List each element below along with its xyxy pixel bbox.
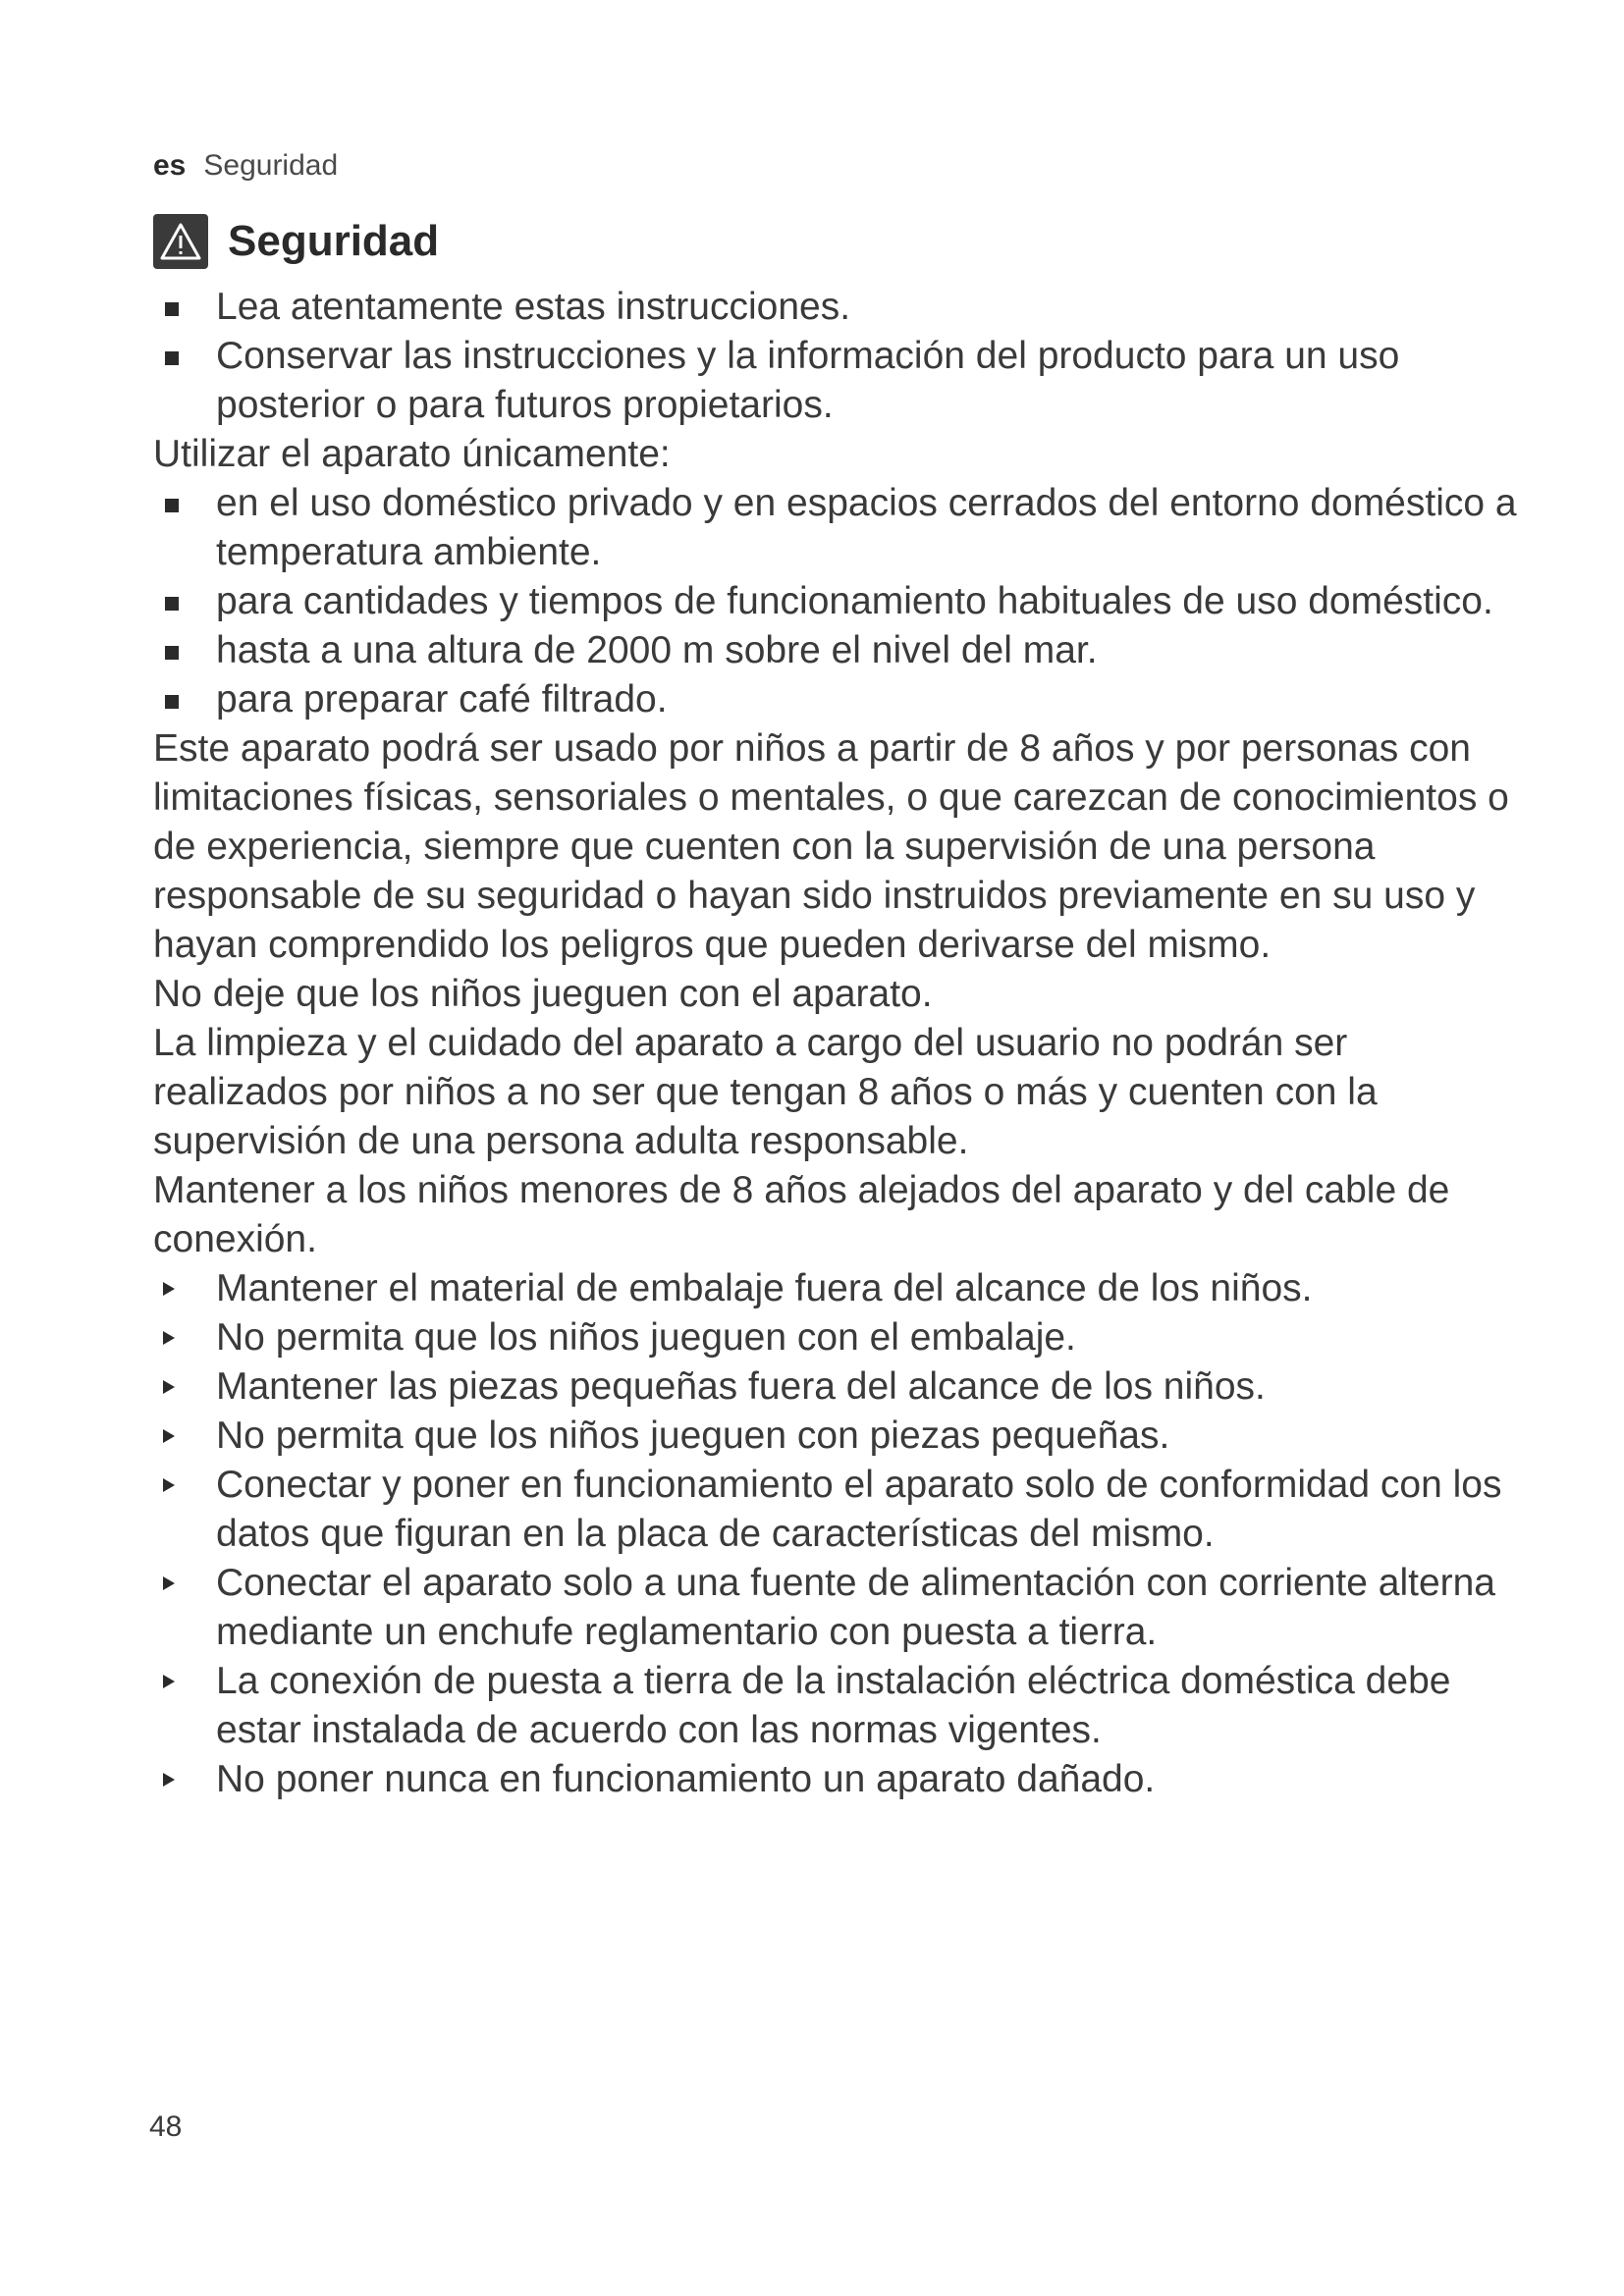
list-item: en el uso doméstico privado y en espacios cerrados del entorno doméstico a temperatura ambiente. xyxy=(153,479,1528,577)
action-item: Mantener el material de embalaje fuera del alcance de los niños. xyxy=(153,1264,1528,1313)
square-bullet-icon xyxy=(165,597,179,611)
safety-content xyxy=(153,283,1528,1804)
paragraph: Este aparato podrá ser usado por niños a partir de 8 años y por personas con limitaciones físicas, sensoriales o mentales, o que carezcan de conocimientos o de experiencia, siempre que cuenten con la supervisión de una persona responsable de su seguridad o hayan sido instruidos previamente en su uso y hayan comprendido los peligros que pueden derivarse del mismo. xyxy=(153,727,1509,966)
triangle-bullet-icon xyxy=(163,1773,175,1787)
triangle-bullet-icon xyxy=(163,1478,175,1492)
list-item: Conservar las instrucciones y la información del producto para un uso posterior o para futuros propietarios. xyxy=(153,332,1528,430)
action-item: Conectar el aparato solo a una fuente de alimentación con corriente alterna mediante un enchufe reglamentario con puesta a tierra. xyxy=(153,1559,1528,1657)
action-item: No permita que los niños jueguen con piezas pequeñas. xyxy=(153,1412,1528,1461)
section-title xyxy=(153,214,439,269)
square-bullet-icon xyxy=(165,646,179,660)
action-item: La conexión de puesta a tierra de la instalación eléctrica doméstica debe estar instalada de acuerdo con las normas vigentes. xyxy=(153,1657,1528,1755)
list-item: para cantidades y tiempos de funcionamiento habituales de uso doméstico. xyxy=(153,577,1528,626)
action-item: Mantener las piezas pequeñas fuera del alcance de los niños. xyxy=(153,1362,1528,1412)
square-bullet-icon xyxy=(165,302,179,316)
language-code: es xyxy=(153,149,187,182)
action-item: Conectar y poner en funcionamiento el aparato solo de conformidad con los datos que figuran en la placa de características del mismo. xyxy=(153,1461,1528,1559)
paragraph: No deje que los niños jueguen con el aparato. xyxy=(153,973,933,1015)
paragraph: Mantener a los niños menores de 8 años alejados del aparato y del cable de conexión. xyxy=(153,1169,1450,1260)
running-header-section: Seguridad xyxy=(203,149,339,182)
page-title: Seguridad xyxy=(228,217,440,265)
list-item: Lea atentamente estas instrucciones. xyxy=(153,283,1528,332)
triangle-bullet-icon xyxy=(163,1331,175,1345)
intro-text: Utilizar el aparato únicamente: xyxy=(153,433,671,475)
paragraph: La limpieza y el cuidado del aparato a cargo del usuario no podrán ser realizados por niños a no ser que tengan 8 años o más y cuenten con la supervisión de una persona adulta responsable. xyxy=(153,1022,1378,1162)
warning-icon xyxy=(153,214,208,269)
square-bullet-icon xyxy=(165,499,179,512)
triangle-bullet-icon xyxy=(163,1380,175,1394)
triangle-bullet-icon xyxy=(163,1282,175,1296)
page-number: 48 xyxy=(149,2110,183,2143)
list-item: para preparar café filtrado. xyxy=(153,675,1528,724)
square-bullet-icon xyxy=(165,351,179,365)
triangle-bullet-icon xyxy=(163,1576,175,1590)
triangle-bullet-icon xyxy=(163,1429,175,1443)
action-item: No permita que los niños jueguen con el embalaje. xyxy=(153,1313,1528,1362)
square-bullet-icon xyxy=(165,695,179,709)
triangle-bullet-icon xyxy=(163,1675,175,1688)
action-item: No poner nunca en funcionamiento un aparato dañado. xyxy=(153,1755,1528,1804)
running-header xyxy=(153,149,338,183)
list-item: hasta a una altura de 2000 m sobre el nivel del mar. xyxy=(153,626,1528,675)
